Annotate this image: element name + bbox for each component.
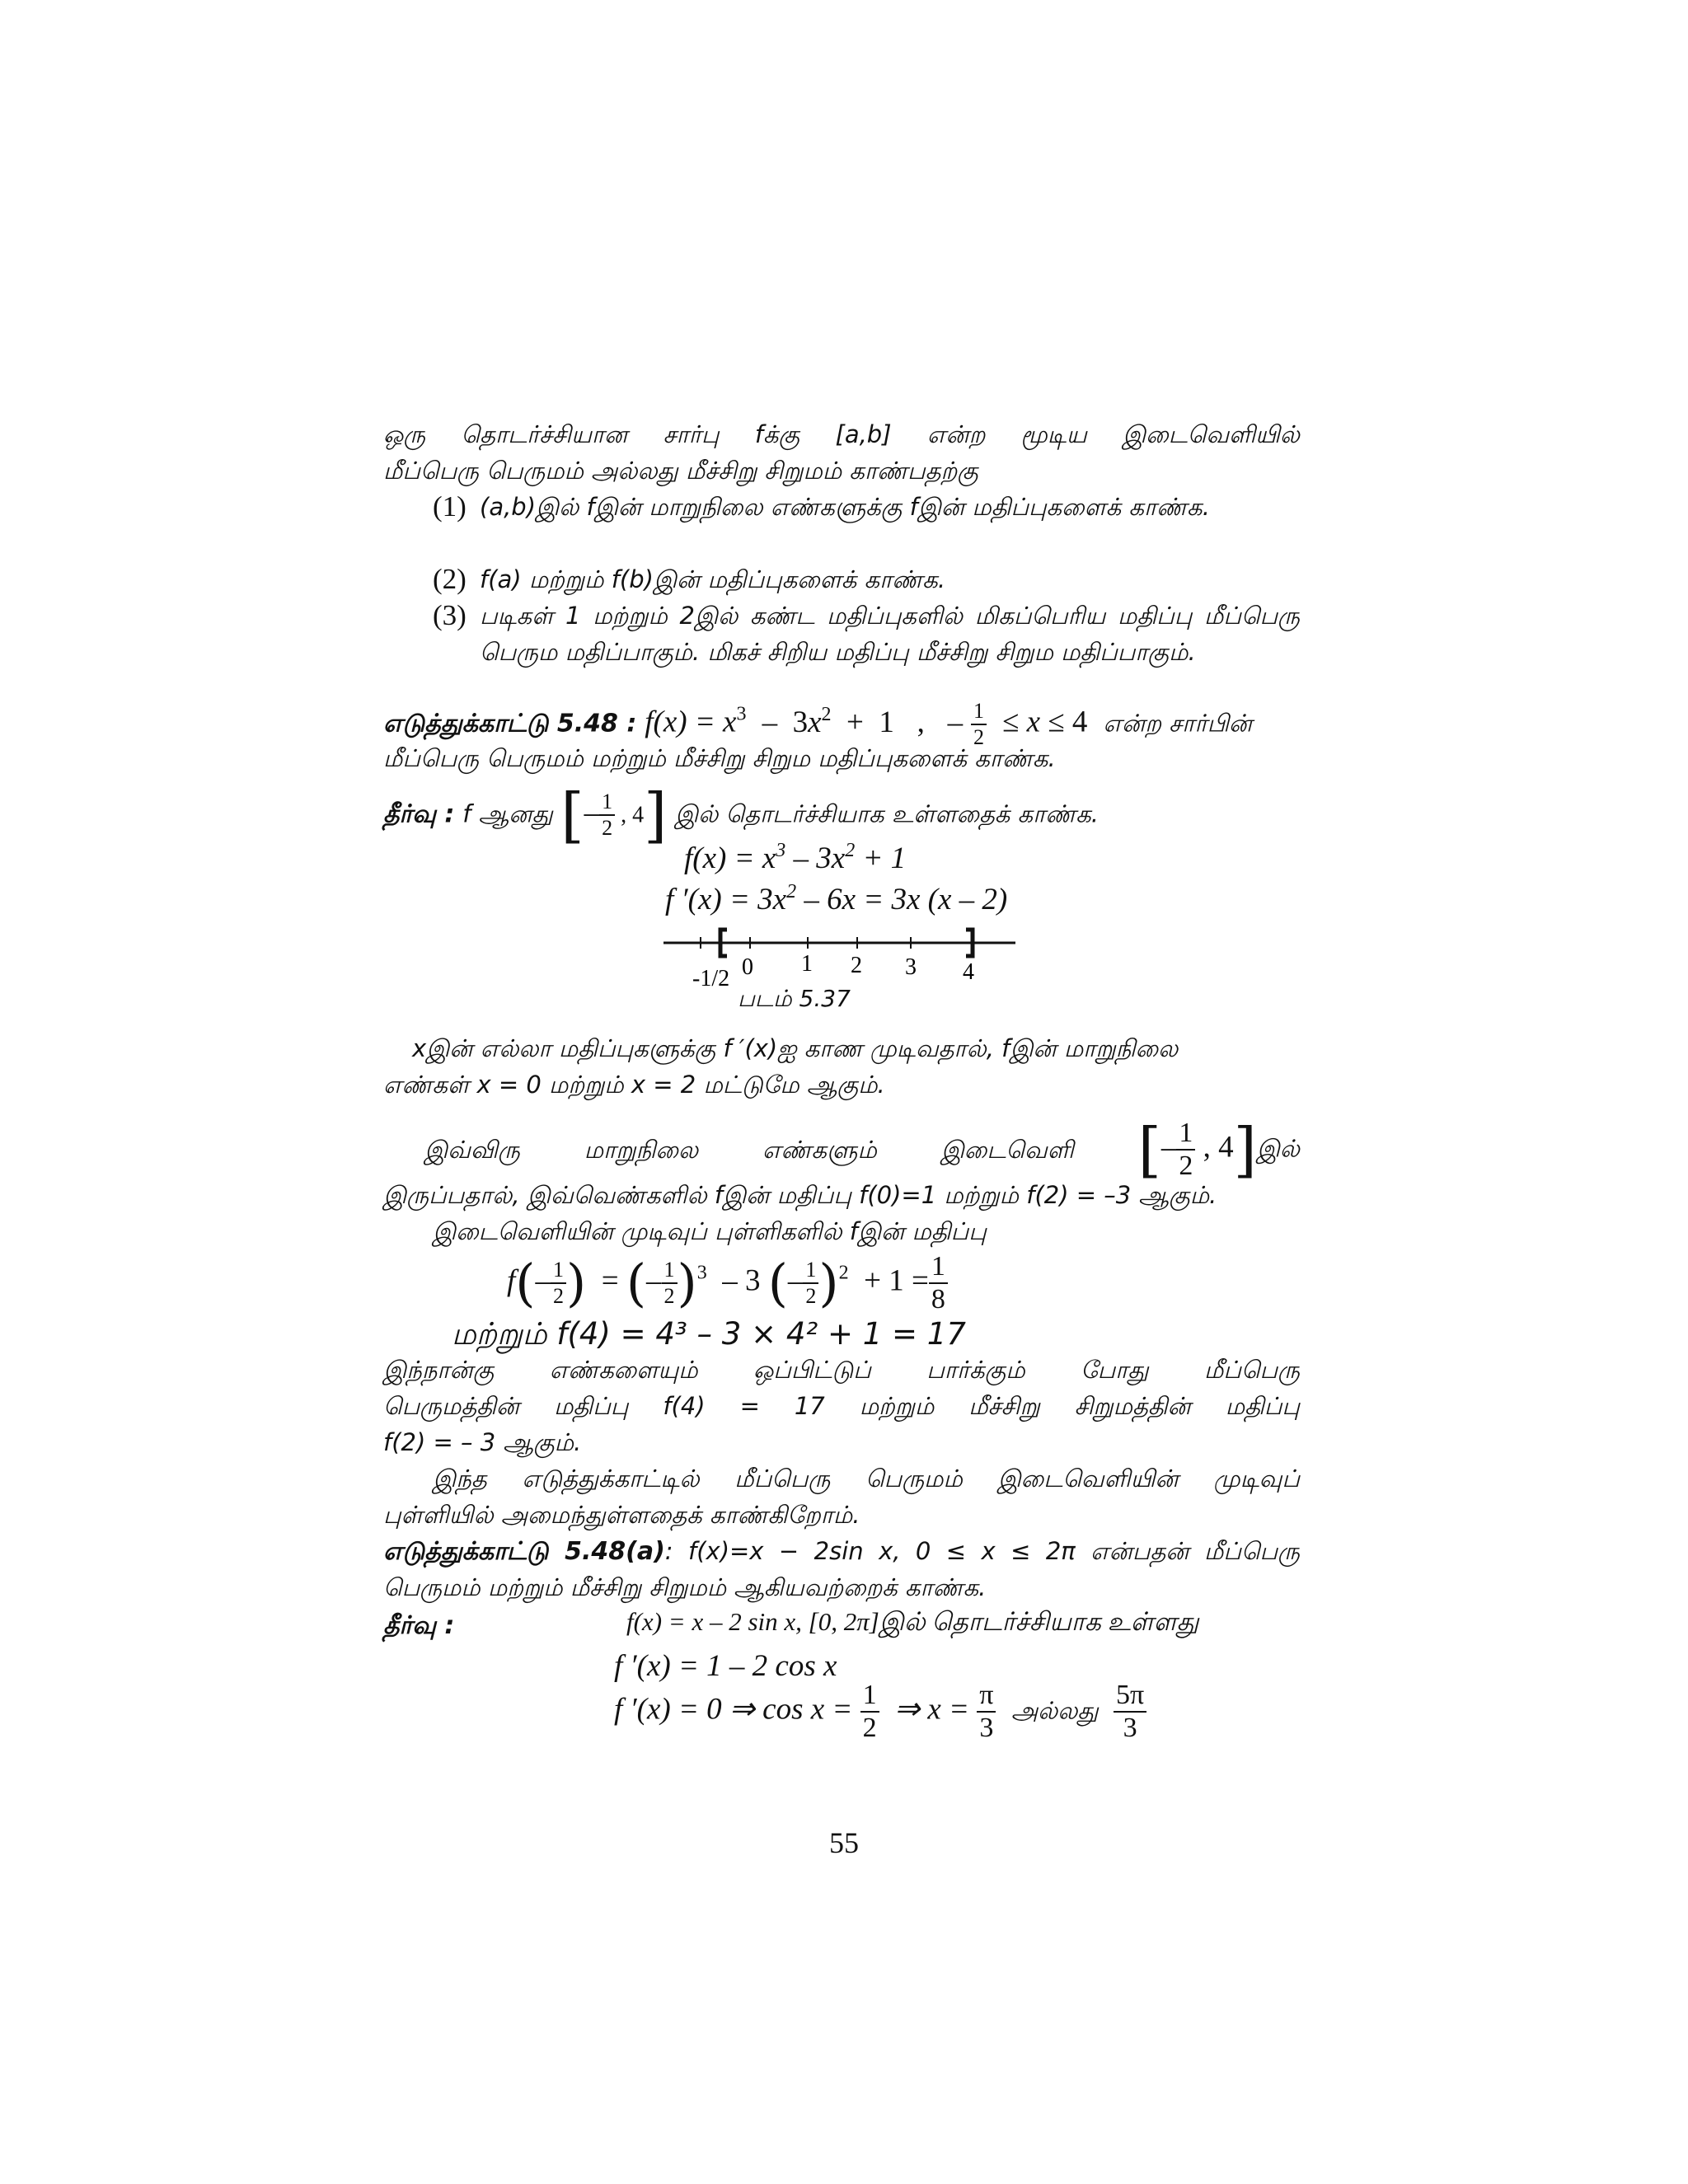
calc-f-4: மற்றும் f(4) = 4³ – 3 × 4² + 1 = 17 (452, 1316, 966, 1352)
solution-2-eq-2: f ′(x) = 1 – 2 cos x (614, 1649, 837, 1683)
para-3-line-1: இந்நான்கு எண்களையும் ஒப்பிட்டுப் பார்க்கும் போது மீப்பெரு (383, 1356, 1300, 1384)
para-2-interval: [– $\frac{1}{2}$ , 4]இல் (1137, 1115, 1300, 1184)
tick-label-0: 0 (742, 954, 753, 980)
para-3-line-2: பெருமத்தின் மதிப்பு f(4) = 17 மற்றும் மீச்சிறு சிறுமத்தின் மதிப்பு (383, 1392, 1300, 1420)
intro-line-2: மீப்பெரு பெருமம் அல்லது மீச்சிறு சிறுமம் காண்பதற்கு (383, 457, 978, 485)
example-1-label: எடுத்துக்காட்டு 5.48 : (383, 709, 637, 738)
example-2-text: : f(x)=x − 2sin x, 0 ≤ x ≤ 2π என்பதன் மீப்பெரு (664, 1537, 1300, 1565)
para-2-word-4: இடைவெளி (940, 1136, 1074, 1164)
step-2 (433, 561, 1300, 598)
step-1 (433, 489, 1300, 525)
example-1-terms: – $3x^2 + 1$ , – (754, 703, 964, 739)
page-number: 55 (829, 1826, 859, 1859)
solution-2-eq-1: f(x) = x – 2 sin x, [0, 2π]இல் தொடர்ச்சியாக உள்ளது (626, 1607, 1199, 1636)
number-line-figure (659, 923, 1022, 989)
interval-end: , 4 (615, 802, 645, 828)
step-1-text: (a,b)இல் fஇன் மாறுநிலை எண்களுக்கு fஇன் மதிப்புகளைக் காண்க. (480, 493, 1210, 521)
example-2-label: எடுத்துக்காட்டு 5.48(a) (383, 1537, 665, 1566)
equation-fx-text: f(x) = x (684, 841, 776, 875)
para-2-word-3: எண்களும் (762, 1136, 877, 1164)
step-3-number: (3) (433, 599, 467, 631)
example-1-function: f(x) = x (645, 705, 737, 739)
tick-label-2: 2 (851, 953, 862, 978)
para-2-word-1: இவ்விரு (424, 1136, 520, 1164)
para-4-line-1: இந்த எடுத்துக்காட்டில் மீப்பெரு பெருமம் இடைவெளியின் முடிவுப் (433, 1465, 1300, 1493)
solution-1-text-a: f ஆனது (462, 799, 553, 828)
para-2-line-1 (424, 1115, 1300, 1184)
example-2-statement (383, 1533, 1300, 1570)
solution-2-eq-3 (614, 1681, 1146, 1742)
solution-2-eq-3a: f ′(x) = 0 ⇒ cos x = (614, 1692, 853, 1727)
solution-1-label: தீர்வு : (383, 799, 455, 829)
step-3-text: படிகள் 1 மற்றும் 2இல் கண்ட மதிப்புகளில் மிகப்பெரிய மதிப்பு மீப்பெரு பெரும மதிப்பாகும். மிகச் சிறிய மதிப்பு மீச்சிறு சிறும மதிப்பாகும். (480, 602, 1300, 666)
equation-fprime-text: f ′(x) = 3x (665, 883, 787, 916)
example-2-line-2: பெருமம் மற்றும் மீச்சிறு சிறுமம் ஆகியவற்றைக் காண்க. (383, 1573, 987, 1601)
calc-f-neg-half: f(– $\frac{1}{2}$ ) = (– $\frac{1}{2}$ )$^3$ – 3 (– $\frac{1}{2}$ )$^2$ + 1 = $\frac{1}{8}$ (507, 1253, 948, 1314)
exp-3: 3 (736, 703, 747, 725)
equation-fprime: f $'(x) = 3x^2 - 6x = 3x$ (x – 2) (665, 881, 1008, 916)
solution-2-label: தீர்வு : (383, 1611, 455, 1640)
step-3 (433, 598, 1300, 670)
fraction-half: $\frac{1}{2}$ (971, 701, 987, 748)
example-1-domain: ≤ x ≤ 4 (994, 705, 1095, 739)
bracket-open: [ (560, 780, 584, 850)
step-2-text: f(a) மற்றும் f(b)இன் மதிப்புகளைக் காண்க. (480, 565, 946, 593)
example-1-tail: என்ற சார்பின் (1103, 709, 1253, 738)
para-1-line-1: xஇன் எல்லா மதிப்புகளுக்கு f ′(x)ஐ காண முடிவதால், fஇன் மாறுநிலை (412, 1034, 1179, 1062)
para-2-suffix: இல் (1256, 1134, 1300, 1163)
equation-fprime-tail: – 6x = 3x (x – 2) (804, 883, 1008, 916)
fraction-pi-3: $\frac{\pi}{3}$ (977, 1681, 996, 1742)
fraction-half-2: $\frac{1}{2}$ (599, 791, 615, 839)
figure-caption: படம் 5.37 (738, 985, 851, 1012)
solution-2-eq-3b: ⇒ x = (894, 1692, 970, 1727)
equation-fx: $f(x) = x^3 - 3x^2 + 1$ (684, 840, 907, 875)
tick-label-neg-half: -1/2 (692, 966, 730, 989)
fraction-half-3: $\frac{1}{2}$ (1176, 1119, 1195, 1180)
fraction-5pi-3: $\frac{5\pi}{3}$ (1114, 1681, 1146, 1742)
minus: – (584, 795, 600, 830)
para-2-line-3: இடைவெளியின் முடிவுப் புள்ளிகளில் fஇன் மதிப்பு (433, 1217, 987, 1245)
para-2-line-2: இருப்பதால், இவ்வெண்களில் fஇன் மதிப்பு f(0)=1 மற்றும் f(2) = –3 ஆகும். (383, 1181, 1217, 1209)
bracket-close: ] (644, 780, 668, 850)
tick-label-4: 4 (963, 959, 974, 985)
para-4-line-2: புள்ளியில் அமைந்துள்ளதைக் காண்கிறோம். (383, 1501, 860, 1529)
para-1-line-2: எண்கள் x = 0 மற்றும் x = 2 மட்டுமே ஆகும். (383, 1071, 885, 1099)
para-3-line-3: f(2) = – 3 ஆகும். (383, 1428, 582, 1456)
step-1-number: (1) (433, 490, 467, 523)
example-1-line-2: மீப்பெரு பெருமம் மற்றும் மீச்சிறு சிறும மதிப்புகளைக் காண்க. (383, 744, 1056, 772)
tick-label-1: 1 (801, 951, 813, 977)
intro-line-1: ஒரு தொடர்ச்சியான சார்பு fக்கு [a,b] என்ற மூடிய இடைவெளியில் (383, 420, 1300, 448)
para-2-word-2: மாறுநிலை (584, 1136, 699, 1164)
solution-1-line (383, 780, 1300, 850)
step-2-number: (2) (433, 563, 467, 595)
solution-2-or: அல்லது (1010, 1696, 1099, 1725)
fraction-half-4: $\frac{1}{2}$ (860, 1681, 879, 1742)
tick-label-3: 3 (905, 954, 917, 980)
solution-1-text-b: இல் தொடர்ச்சியாக உள்ளதைக் காண்க. (675, 799, 1100, 828)
